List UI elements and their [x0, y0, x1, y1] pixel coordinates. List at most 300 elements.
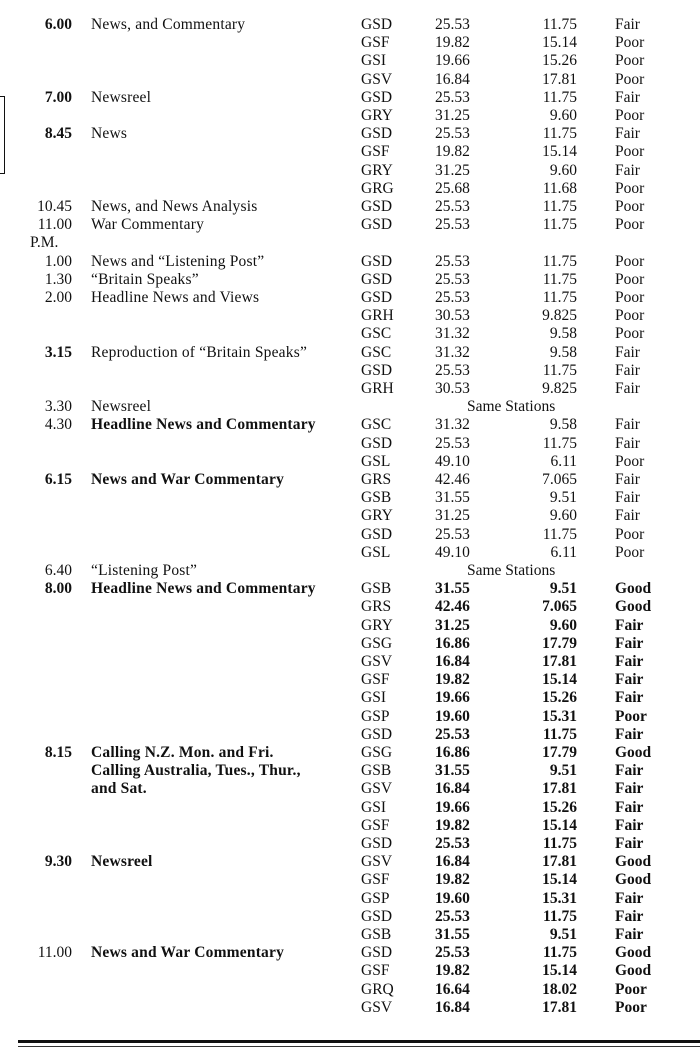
metres-cell: 19.66 [435, 689, 470, 707]
program-cell: Newsreel [91, 853, 153, 871]
metres-cell: 19.82 [435, 816, 470, 834]
metres-cell: 49.10 [435, 543, 470, 561]
metres-cell: 16.64 [435, 980, 470, 998]
megacycles-cell: 11.75 [542, 198, 577, 215]
time-cell: 6.40 [44, 562, 72, 579]
megacycles-cell: 11.75 [542, 907, 577, 925]
reception-cell: Fair [615, 616, 644, 634]
table-row [0, 543, 700, 562]
megacycles-cell: 7.065 [542, 471, 577, 488]
program-cell: Headline News and Commentary [91, 416, 316, 434]
call-sign-cell: GSB [361, 580, 392, 598]
table-row [0, 816, 700, 835]
table-row [0, 907, 700, 926]
call-sign-cell: GSI [361, 798, 386, 816]
table-row [0, 779, 700, 798]
table-row [0, 324, 700, 343]
call-sign-cell: GSG [361, 634, 393, 652]
table-row [0, 579, 700, 598]
table-row [0, 70, 700, 89]
call-sign-cell: GSB [361, 926, 392, 943]
reception-cell: Fair [615, 725, 644, 743]
reception-cell: Poor [615, 270, 645, 288]
table-row [0, 725, 700, 744]
megacycles-cell: 11.75 [542, 16, 577, 33]
megacycles-cell: 18.02 [542, 980, 577, 998]
call-sign-cell: GRY [361, 161, 393, 179]
megacycles-cell: 11.75 [542, 434, 577, 452]
megacycles-cell: 9.51 [549, 489, 577, 507]
time-cell: 11.00 [37, 216, 72, 234]
table-row [0, 270, 700, 289]
metres-cell: 25.68 [435, 179, 470, 197]
time-cell: 8.45 [44, 125, 72, 143]
time-cell: 3.30 [44, 398, 72, 416]
metres-cell: 25.53 [435, 216, 470, 234]
call-sign-cell: GSD [361, 252, 393, 270]
reception-cell: Fair [615, 907, 644, 925]
table-row [0, 124, 700, 143]
call-sign-cell: GSD [361, 361, 393, 379]
program-cell: News, and Commentary [91, 16, 246, 33]
reception-cell: Fair [615, 889, 644, 907]
time-cell: 4.30 [44, 416, 72, 434]
metres-cell: 25.53 [435, 125, 470, 143]
table-row [0, 688, 700, 707]
megacycles-cell: 17.81 [542, 653, 577, 670]
call-sign-cell: GSD [361, 216, 393, 234]
call-sign-cell: GRS [361, 471, 392, 488]
table-row [0, 361, 700, 380]
time-cell: P.M. [30, 234, 59, 252]
metres-cell: 16.84 [435, 70, 470, 88]
call-sign-cell: GSD [361, 434, 393, 452]
reception-cell: Poor [615, 998, 647, 1016]
time-cell: 10.45 [37, 198, 72, 215]
table-row [0, 252, 700, 271]
megacycles-cell: 15.14 [542, 34, 577, 52]
metres-cell: 19.82 [435, 871, 470, 889]
megacycles-cell: 17.81 [542, 998, 577, 1016]
metres-cell: 31.25 [435, 616, 470, 634]
reception-cell: Fair [615, 471, 640, 488]
megacycles-cell: 15.14 [542, 962, 577, 980]
call-sign-cell: GSP [361, 707, 390, 725]
table-row [0, 834, 700, 853]
call-sign-cell: GRY [361, 507, 393, 525]
table-row [0, 33, 700, 52]
program-cell: Newsreel [91, 88, 152, 106]
megacycles-cell: 15.26 [542, 689, 577, 707]
table-row [0, 506, 700, 525]
table-row [0, 525, 700, 544]
reception-cell: Poor [615, 34, 645, 52]
reception-cell: Fair [615, 762, 644, 780]
call-sign-cell: GSF [361, 143, 390, 161]
megacycles-cell: 11.75 [542, 270, 577, 288]
table-row [0, 306, 700, 325]
reception-cell: Fair [615, 161, 640, 179]
call-sign-cell: GSD [361, 16, 393, 33]
metres-cell: 25.53 [435, 835, 470, 852]
program-cell: News [91, 125, 128, 143]
call-sign-cell: GRH [361, 307, 394, 325]
table-row [0, 852, 700, 871]
megacycles-cell: 15.14 [542, 871, 577, 889]
program-cell: News, and News Analysis [91, 198, 258, 215]
call-sign-cell: GSV [361, 653, 393, 670]
same-stations-note: Same Stations [467, 562, 556, 579]
reception-cell: Poor [615, 707, 647, 725]
bottom-rule-thin [18, 1046, 700, 1047]
table-row [0, 379, 700, 398]
call-sign-cell: GSV [361, 998, 393, 1016]
call-sign-cell: GRG [361, 179, 394, 197]
table-row [0, 707, 700, 726]
metres-cell: 25.53 [435, 907, 470, 925]
program-cell: Headline News and Views [91, 289, 260, 306]
program-cell: Calling Australia, Tues., Thur., [91, 762, 301, 780]
reception-cell: Fair [615, 88, 640, 106]
metres-cell: 25.53 [435, 725, 470, 743]
call-sign-cell: GSP [361, 889, 390, 907]
call-sign-cell: GSF [361, 671, 390, 689]
table-row [0, 870, 700, 889]
metres-cell: 31.32 [435, 343, 470, 361]
megacycles-cell: 6.11 [550, 452, 577, 470]
table-row [0, 998, 700, 1017]
megacycles-cell: 17.81 [542, 70, 577, 88]
megacycles-cell: 9.60 [549, 507, 577, 525]
metres-cell: 31.25 [435, 107, 470, 124]
metres-cell: 19.66 [435, 798, 470, 816]
metres-cell: 25.53 [435, 88, 470, 106]
table-row [0, 470, 700, 489]
reception-cell: Poor [615, 216, 645, 234]
table-row [0, 943, 700, 962]
table-row [0, 452, 700, 471]
call-sign-cell: GSL [361, 543, 391, 561]
time-cell: 7.00 [44, 88, 72, 106]
reception-cell: Poor [615, 70, 645, 88]
program-cell: War Commentary [91, 216, 205, 234]
table-row [0, 142, 700, 161]
megacycles-cell: 9.51 [549, 580, 577, 598]
metres-cell: 16.84 [435, 653, 470, 670]
call-sign-cell: GSD [361, 944, 393, 962]
reception-cell: Poor [615, 52, 645, 70]
megacycles-cell: 11.75 [542, 252, 577, 270]
megacycles-cell: 9.51 [549, 762, 577, 780]
reception-cell: Fair [615, 489, 640, 507]
megacycles-cell: 15.31 [542, 889, 577, 907]
reception-cell: Good [615, 598, 652, 616]
reception-cell: Fair [615, 507, 640, 525]
reception-cell: Fair [615, 798, 644, 816]
program-cell: News and “Listening Post” [91, 252, 265, 270]
call-sign-cell: GSF [361, 871, 390, 889]
program-cell: News and War Commentary [91, 471, 285, 488]
table-row [0, 561, 700, 580]
margin-bracket [0, 96, 5, 174]
call-sign-cell: GSD [361, 270, 393, 288]
megacycles-cell: 17.79 [542, 744, 577, 761]
table-row [0, 15, 700, 34]
metres-cell: 25.53 [435, 198, 470, 215]
megacycles-cell: 15.26 [542, 798, 577, 816]
megacycles-cell: 9.51 [549, 926, 577, 943]
call-sign-cell: GSD [361, 198, 393, 215]
table-row [0, 652, 700, 671]
program-cell: Newsreel [91, 398, 152, 416]
table-row [0, 743, 700, 762]
reception-cell: Poor [615, 198, 645, 215]
metres-cell: 49.10 [435, 452, 470, 470]
metres-cell: 30.53 [435, 380, 470, 397]
call-sign-cell: GSD [361, 725, 393, 743]
metres-cell: 19.82 [435, 34, 470, 52]
reception-cell: Good [615, 962, 652, 980]
megacycles-cell: 11.75 [542, 525, 577, 543]
program-cell: and Sat. [91, 780, 147, 798]
metres-cell: 42.46 [435, 598, 470, 616]
time-cell: 6.15 [44, 471, 72, 488]
reception-cell: Poor [615, 179, 645, 197]
megacycles-cell: 9.825 [542, 380, 577, 397]
megacycles-cell: 11.75 [542, 125, 577, 143]
call-sign-cell: GSD [361, 289, 393, 306]
metres-cell: 19.66 [435, 52, 470, 70]
time-cell: 11.00 [37, 944, 72, 962]
metres-cell: 31.55 [435, 580, 470, 598]
program-cell: “Listening Post” [91, 562, 198, 579]
call-sign-cell: GSB [361, 762, 392, 780]
megacycles-cell: 6.11 [550, 543, 577, 561]
reception-cell: Good [615, 944, 652, 962]
metres-cell: 31.25 [435, 507, 470, 525]
reception-cell: Fair [615, 926, 644, 943]
table-row [0, 889, 700, 908]
reception-cell: Fair [615, 343, 640, 361]
reception-cell: Fair [615, 16, 640, 33]
reception-cell: Fair [615, 361, 640, 379]
metres-cell: 31.25 [435, 161, 470, 179]
table-row [0, 597, 700, 616]
reception-cell: Poor [615, 525, 645, 543]
call-sign-cell: GSI [361, 689, 386, 707]
reception-cell: Good [615, 871, 652, 889]
call-sign-cell: GSG [361, 744, 393, 761]
metres-cell: 19.60 [435, 707, 470, 725]
program-cell: Calling N.Z. Mon. and Fri. [91, 744, 274, 761]
metres-cell: 25.53 [435, 252, 470, 270]
reception-cell: Poor [615, 289, 645, 306]
megacycles-cell: 11.75 [542, 88, 577, 106]
megacycles-cell: 17.79 [542, 634, 577, 652]
table-row [0, 233, 700, 252]
reception-cell: Fair [615, 416, 640, 434]
time-cell: 1.00 [44, 252, 72, 270]
table-row [0, 415, 700, 434]
metres-cell: 16.84 [435, 998, 470, 1016]
time-cell: 9.30 [44, 853, 72, 871]
metres-cell: 31.55 [435, 762, 470, 780]
time-cell: 8.15 [44, 744, 72, 761]
time-cell: 2.00 [44, 289, 72, 306]
metres-cell: 30.53 [435, 307, 470, 325]
metres-cell: 31.55 [435, 926, 470, 943]
metres-cell: 25.53 [435, 434, 470, 452]
time-cell: 6.00 [44, 16, 72, 33]
call-sign-cell: GSV [361, 70, 393, 88]
reception-cell: Fair [615, 835, 644, 852]
reception-cell: Fair [615, 125, 640, 143]
call-sign-cell: GSD [361, 525, 393, 543]
reception-cell: Fair [615, 653, 644, 670]
reception-cell: Fair [615, 634, 644, 652]
reception-cell: Poor [615, 543, 645, 561]
megacycles-cell: 9.58 [549, 325, 577, 343]
call-sign-cell: GRH [361, 380, 394, 397]
megacycles-cell: 9.58 [549, 343, 577, 361]
reception-cell: Poor [615, 107, 645, 124]
table-row [0, 925, 700, 944]
call-sign-cell: GSF [361, 34, 390, 52]
metres-cell: 31.32 [435, 416, 470, 434]
call-sign-cell: GRY [361, 616, 393, 634]
reception-cell: Fair [615, 780, 644, 798]
megacycles-cell: 17.81 [542, 853, 577, 871]
reception-cell: Fair [615, 689, 644, 707]
call-sign-cell: GRS [361, 598, 392, 616]
metres-cell: 25.53 [435, 361, 470, 379]
reception-cell: Fair [615, 380, 640, 397]
time-cell: 1.30 [44, 270, 72, 288]
time-cell: 3.15 [44, 343, 72, 361]
call-sign-cell: GSD [361, 835, 393, 852]
megacycles-cell: 11.75 [542, 835, 577, 852]
table-row [0, 88, 700, 107]
program-cell: Reproduction of “Britain Speaks” [91, 343, 308, 361]
metres-cell: 25.53 [435, 16, 470, 33]
call-sign-cell: GSC [361, 343, 392, 361]
megacycles-cell: 17.81 [542, 780, 577, 798]
call-sign-cell: GRQ [361, 980, 394, 998]
call-sign-cell: GSF [361, 962, 390, 980]
metres-cell: 19.60 [435, 889, 470, 907]
call-sign-cell: GSV [361, 853, 393, 871]
same-stations-note: Same Stations [467, 398, 556, 416]
metres-cell: 19.82 [435, 671, 470, 689]
table-row [0, 179, 700, 198]
table-row [0, 106, 700, 125]
metres-cell: 31.55 [435, 489, 470, 507]
call-sign-cell: GSC [361, 416, 392, 434]
program-cell: Headline News and Commentary [91, 580, 316, 598]
metres-cell: 16.86 [435, 634, 470, 652]
reception-cell: Fair [615, 816, 644, 834]
metres-cell: 25.53 [435, 944, 470, 962]
megacycles-cell: 9.60 [549, 107, 577, 124]
call-sign-cell: GSD [361, 125, 393, 143]
table-row [0, 434, 700, 453]
call-sign-cell: GSD [361, 88, 393, 106]
megacycles-cell: 11.75 [542, 944, 577, 962]
megacycles-cell: 11.68 [542, 179, 577, 197]
table-row [0, 397, 700, 416]
table-row [0, 215, 700, 234]
table-row [0, 761, 700, 780]
reception-cell: Poor [615, 325, 645, 343]
metres-cell: 42.46 [435, 471, 470, 488]
reception-cell: Good [615, 853, 652, 871]
table-row [0, 670, 700, 689]
call-sign-cell: GSD [361, 907, 393, 925]
megacycles-cell: 9.825 [542, 307, 577, 325]
call-sign-cell: GSI [361, 52, 386, 70]
metres-cell: 19.82 [435, 143, 470, 161]
reception-cell: Fair [615, 671, 644, 689]
megacycles-cell: 9.60 [549, 616, 577, 634]
metres-cell: 19.82 [435, 962, 470, 980]
call-sign-cell: GSL [361, 452, 391, 470]
table-row [0, 634, 700, 653]
table-row [0, 197, 700, 216]
megacycles-cell: 7.065 [542, 598, 577, 616]
megacycles-cell: 9.58 [549, 416, 577, 434]
metres-cell: 16.84 [435, 853, 470, 871]
reception-cell: Good [615, 744, 652, 761]
metres-cell: 16.86 [435, 744, 470, 761]
call-sign-cell: GSB [361, 489, 392, 507]
program-cell: News and War Commentary [91, 944, 285, 962]
reception-cell: Poor [615, 252, 645, 270]
table-row [0, 288, 700, 307]
metres-cell: 31.32 [435, 325, 470, 343]
table-row [0, 343, 700, 362]
call-sign-cell: GRY [361, 107, 393, 124]
program-cell: “Britain Speaks” [91, 270, 199, 288]
table-row [0, 488, 700, 507]
reception-cell: Poor [615, 452, 645, 470]
megacycles-cell: 11.75 [542, 216, 577, 234]
megacycles-cell: 11.75 [542, 361, 577, 379]
call-sign-cell: GSC [361, 325, 392, 343]
megacycles-cell: 11.75 [542, 725, 577, 743]
megacycles-cell: 15.14 [542, 816, 577, 834]
megacycles-cell: 9.60 [549, 161, 577, 179]
table-row [0, 616, 700, 635]
metres-cell: 25.53 [435, 270, 470, 288]
megacycles-cell: 15.31 [542, 707, 577, 725]
table-row [0, 51, 700, 70]
bottom-rule [18, 1040, 700, 1043]
table-row [0, 798, 700, 817]
reception-cell: Poor [615, 143, 645, 161]
megacycles-cell: 15.14 [542, 143, 577, 161]
reception-cell: Poor [615, 307, 645, 325]
reception-cell: Good [615, 580, 652, 598]
table-row [0, 980, 700, 999]
reception-cell: Poor [615, 980, 647, 998]
time-cell: 8.00 [44, 580, 72, 598]
table-row [0, 961, 700, 980]
metres-cell: 25.53 [435, 525, 470, 543]
megacycles-cell: 11.75 [542, 289, 577, 306]
call-sign-cell: GSV [361, 780, 393, 798]
call-sign-cell: GSF [361, 816, 390, 834]
table-row [0, 161, 700, 180]
